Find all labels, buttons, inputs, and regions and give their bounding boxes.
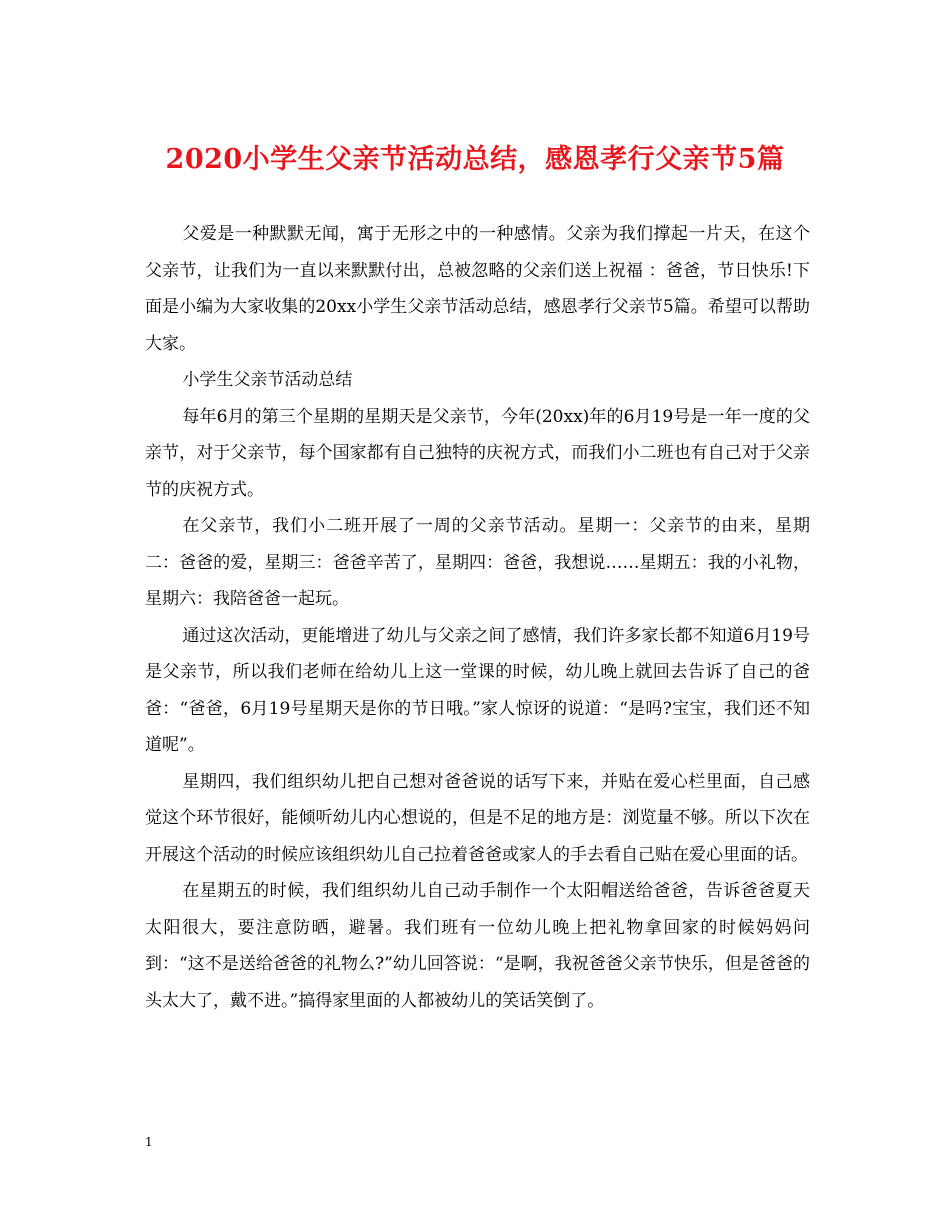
body-paragraph: 星期四，我们组织幼儿把自己想对爸爸说的话写下来，并贴在爱心栏里面，自己感觉这个环节很好，能倾听幼儿内心想说的，但是不足的地方是：浏览量不够。所以下次在开展这个活动的时候应该组织幼儿自己拉着爸爸或家人的手去看自己贴在爱心里面的话。	[145, 771, 810, 865]
document-title: 2020小学生父亲节活动总结，感恩孝行父亲节5篇	[165, 144, 785, 175]
intro-paragraph: 父爱是一种默默无闻，寓于无形之中的一种感情。父亲为我们撑起一片天，在这个父亲节，让我们为一直以来默默付出，总被忽略的父亲们送上祝福 ：爸爸，节日快乐!下面是小编为大家收集的20xx小学生父亲节活动总结，感恩孝行父亲节5篇。希望可以帮助大家。	[145, 224, 810, 354]
page-number: 1	[145, 1135, 153, 1149]
body-paragraph: 在星期五的时候，我们组织幼儿自己动手制作一个太阳帽送给爸爸，告诉爸爸夏天太阳很大，要注意防晒，避暑。我们班有一位幼儿晚上把礼物拿回家的时候妈妈问到：“这不是送给爸爸的礼物么?”幼儿回答说：“是啊，我祝爸爸父亲节快乐，但是爸爸的头太大了，戴不进。”搞得家里面的人都被幼儿的笑话笑倒了。	[145, 881, 810, 1011]
body-paragraph: 每年6月的第三个星期的星期天是父亲节，今年(20xx)年的6月19号是一年一度的父亲节，对于父亲节，每个国家都有自己独特的庆祝方式，而我们小二班也有自己对于父亲节的庆祝方式。	[145, 406, 810, 500]
body-paragraph: 通过这次活动，更能增进了幼儿与父亲之间了感情，我们许多家长都不知道6月19号是父亲节，所以我们老师在给幼儿上这一堂课的时候，幼儿晚上就回去告诉了自己的爸爸：“爸爸，6月19号星期天是你的节日哦。”家人惊讶的说道：“是吗?宝宝，我们还不知道呢”。	[145, 625, 810, 755]
body-paragraph: 在父亲节，我们小二班开展了一周的父亲节活动。星期一：父亲节的由来，星期二：爸爸的爱，星期三：爸爸辛苦了，星期四：爸爸，我想说……星期五：我的小礼物，星期六：我陪爸爸一起玩。	[145, 516, 810, 609]
document-body	[145, 216, 810, 1019]
section-heading: 小学生父亲节活动总结	[182, 370, 353, 390]
